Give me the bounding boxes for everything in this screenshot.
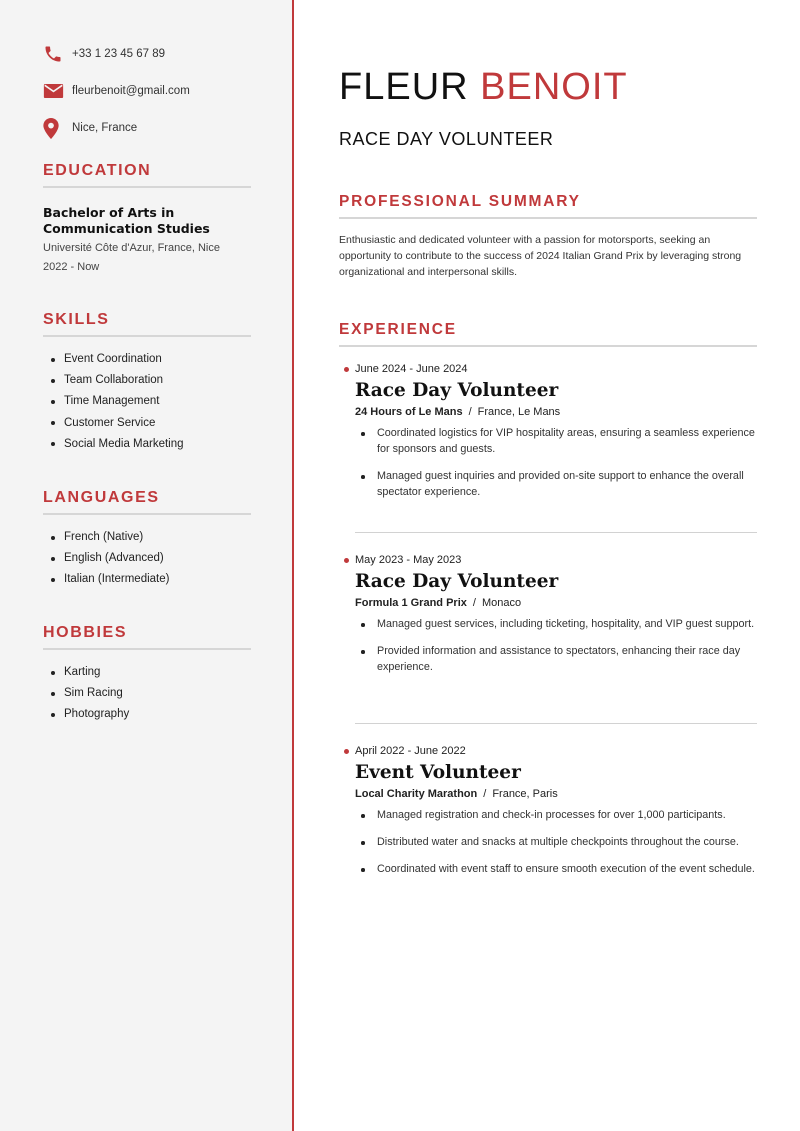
hobbies-title: HOBBIES <box>43 624 251 650</box>
skills-title: SKILLS <box>43 311 251 337</box>
list-item: Team Collaboration <box>43 370 251 391</box>
experience-title: EXPERIENCE <box>339 321 757 347</box>
job-organization <box>355 788 769 800</box>
org-location: France, Paris <box>492 788 558 800</box>
job-organization <box>355 597 769 609</box>
list-item: Sim Racing <box>43 683 251 704</box>
org-name: Local Charity Marathon <box>355 788 478 800</box>
org-name: Formula 1 Grand Prix <box>355 597 467 609</box>
summary-text: Enthusiastic and dedicated volunteer with a passion for motorsports, seeking an opportunity to contribute to the success of 2024 Italian Grand Prix by leveraging strong organizational and interpersonal skills. <box>339 234 742 278</box>
org-location: France, Le Mans <box>477 406 561 418</box>
org-separator: / <box>483 788 487 800</box>
job-role: RACE DAY VOLUNTEER <box>339 129 554 149</box>
hobbies-list <box>43 662 251 726</box>
phone-number[interactable]: +33 1 23 45 67 89 <box>72 48 166 60</box>
summary-title: PROFESSIONAL SUMMARY <box>339 193 757 219</box>
contact-phone <box>43 44 165 64</box>
job-dates: May 2023 - May 2023 <box>339 554 769 566</box>
experience-item <box>339 745 769 888</box>
education-dates: 2022 - Now <box>43 261 100 273</box>
experience-item <box>339 363 769 511</box>
list-item: Provided information and assistance to spectators, enhancing their race day experience. <box>377 643 769 675</box>
map-pin-icon <box>43 118 65 138</box>
degree-name: Bachelor of Arts in Communication Studies <box>43 205 210 236</box>
job-title: Race Day Volunteer <box>355 380 559 401</box>
languages-section <box>43 489 251 591</box>
job-organization <box>355 406 769 418</box>
job-bullets <box>377 425 769 500</box>
job-dates: April 2022 - June 2022 <box>339 745 769 757</box>
mail-icon <box>43 81 65 101</box>
job-title: Event Volunteer <box>355 762 521 783</box>
education-section <box>43 162 251 275</box>
list-item: Coordinated with event staff to ensure smooth execution of the event schedule. <box>377 861 769 877</box>
summary-section <box>339 193 757 280</box>
skills-list <box>43 349 251 455</box>
job-bullets <box>377 807 769 877</box>
location-text: Nice, France <box>72 122 138 134</box>
experience-section <box>339 321 757 347</box>
languages-title: LANGUAGES <box>43 489 251 515</box>
list-item: Distributed water and snacks at multiple checkpoints throughout the course. <box>377 834 769 850</box>
list-item: Social Media Marketing <box>43 434 251 455</box>
org-location: Monaco <box>481 597 522 609</box>
list-item: Event Coordination <box>43 349 251 370</box>
job-bullets <box>377 616 769 675</box>
list-item: Coordinated logistics for VIP hospitality areas, ensuring a seamless experience for sponsors and guests. <box>377 425 769 457</box>
languages-list <box>43 527 251 591</box>
org-separator: / <box>472 597 476 609</box>
list-item: Managed guest inquiries and provided on-site support to enhance the overall spectator experience. <box>377 468 769 500</box>
email-address[interactable]: fleurbenoit@gmail.com <box>72 85 190 97</box>
sidebar <box>0 0 294 1131</box>
list-item: English (Advanced) <box>43 548 251 569</box>
job-dates: June 2024 - June 2024 <box>339 363 769 375</box>
experience-item <box>339 554 769 686</box>
list-item: French (Native) <box>43 527 251 548</box>
org-separator: / <box>468 406 472 418</box>
skills-section <box>43 311 251 455</box>
list-item: Karting <box>43 662 251 683</box>
list-item: Photography <box>43 704 251 725</box>
last-name: BENOIT <box>480 66 628 108</box>
school-name: Université Côte d'Azur, France, Nice <box>43 242 220 254</box>
list-item: Managed registration and check-in processes for over 1,000 participants. <box>377 807 769 823</box>
list-item: Italian (Intermediate) <box>43 569 251 590</box>
job-divider <box>355 532 757 533</box>
list-item: Managed guest services, including ticketing, hospitality, and VIP guest support. <box>377 616 769 632</box>
full-name <box>339 66 628 109</box>
contact-location <box>43 118 137 138</box>
list-item: Time Management <box>43 391 251 412</box>
phone-icon <box>43 44 65 64</box>
job-divider <box>355 723 757 724</box>
contact-email <box>43 81 190 101</box>
list-item: Customer Service <box>43 413 251 434</box>
first-name: FLEUR <box>339 66 469 108</box>
org-name: 24 Hours of Le Mans <box>355 406 463 418</box>
hobbies-section <box>43 624 251 726</box>
job-title: Race Day Volunteer <box>355 571 559 592</box>
education-title: EDUCATION <box>43 162 251 188</box>
